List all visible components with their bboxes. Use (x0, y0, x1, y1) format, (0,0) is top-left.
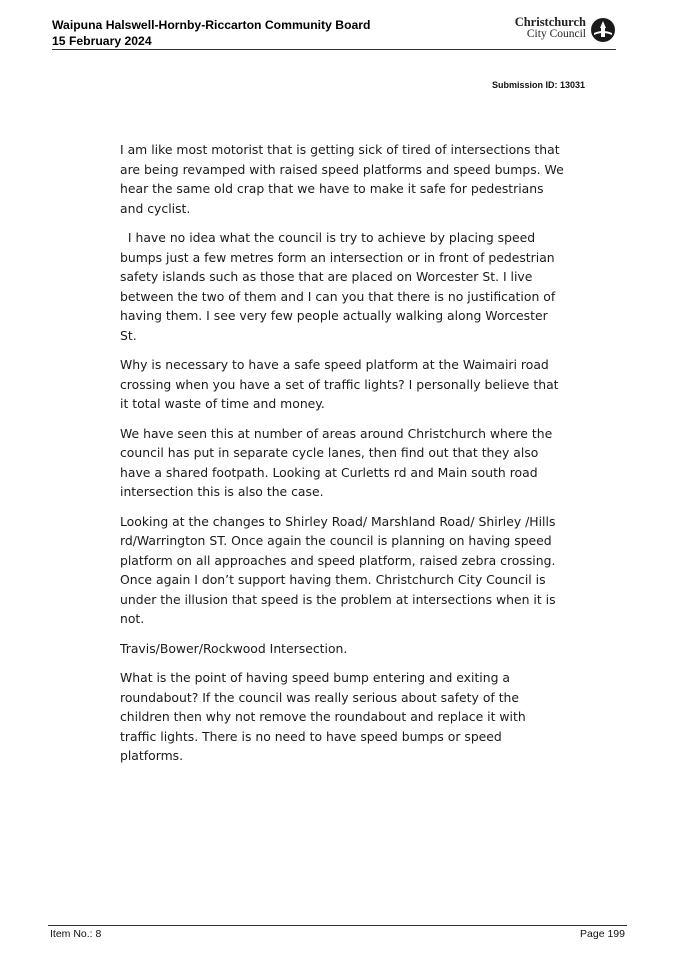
submission-body (120, 140, 565, 776)
page-number: Page 199 (580, 928, 625, 940)
cathedral-logo-icon (590, 17, 616, 43)
paragraph: I have no idea what the council is try to achieve by placing speed bumps just a few metres form an intersection or in front of pedestrian safety islands such as those that are placed on Worcester St. I live between the two of them and I can you that there is no justification of having them. I see very few people actually walking along Worcester St. (120, 230, 560, 343)
header-divider (52, 49, 616, 50)
meeting-date: 15 February 2024 (52, 34, 152, 48)
paragraph: Why is necessary to have a safe speed platform at the Waimairi road crossing when you have a set of traffic lights? I personally believe that it total waste of time and money. (120, 357, 559, 411)
footer-divider (48, 925, 627, 926)
council-logo (506, 16, 616, 46)
logo-line-2: City Council (526, 28, 586, 40)
item-number: Item No.: 8 (50, 928, 102, 940)
logo-text (515, 16, 586, 40)
document-header (52, 17, 371, 49)
paragraph: Looking at the changes to Shirley Road/ Marshland Road/ Shirley /Hills rd/Warrington ST. Once again the council is planning on having speed platform on all approaches and speed platform, raised zebra crossing. Once again I don’t support having them. Christchurch City Council is under the illusion that speed is the problem at intersections when it is not. (120, 513, 556, 626)
paragraph: Travis/Bower/Rockwood Intersection. (120, 640, 348, 656)
paragraph: What is the point of having speed bump entering and exiting a roundabout? If the council was really serious about safety of the children then why not remove the roundabout and replace it with traffic lights. There is no need to have speed bumps or speed platforms. (120, 670, 526, 763)
paragraph: I am like most motorist that is getting sick of tired of intersections that are being revamped with raised speed platforms and speed bumps. We hear the same old crap that we have to make it safe for pedestrians and cyclist. (120, 142, 564, 216)
board-name: Waipuna Halswell-Hornby-Riccarton Community Board (52, 18, 371, 32)
logo-line-1: Christchurch (514, 15, 586, 29)
paragraph: We have seen this at number of areas around Christchurch where the council has put in separate cycle lanes, then find out that they also have a shared footpath. Looking at Curletts rd and Main south road intersection this is also the case. (120, 425, 553, 499)
submission-id: Submission ID: 13031 (491, 80, 585, 90)
